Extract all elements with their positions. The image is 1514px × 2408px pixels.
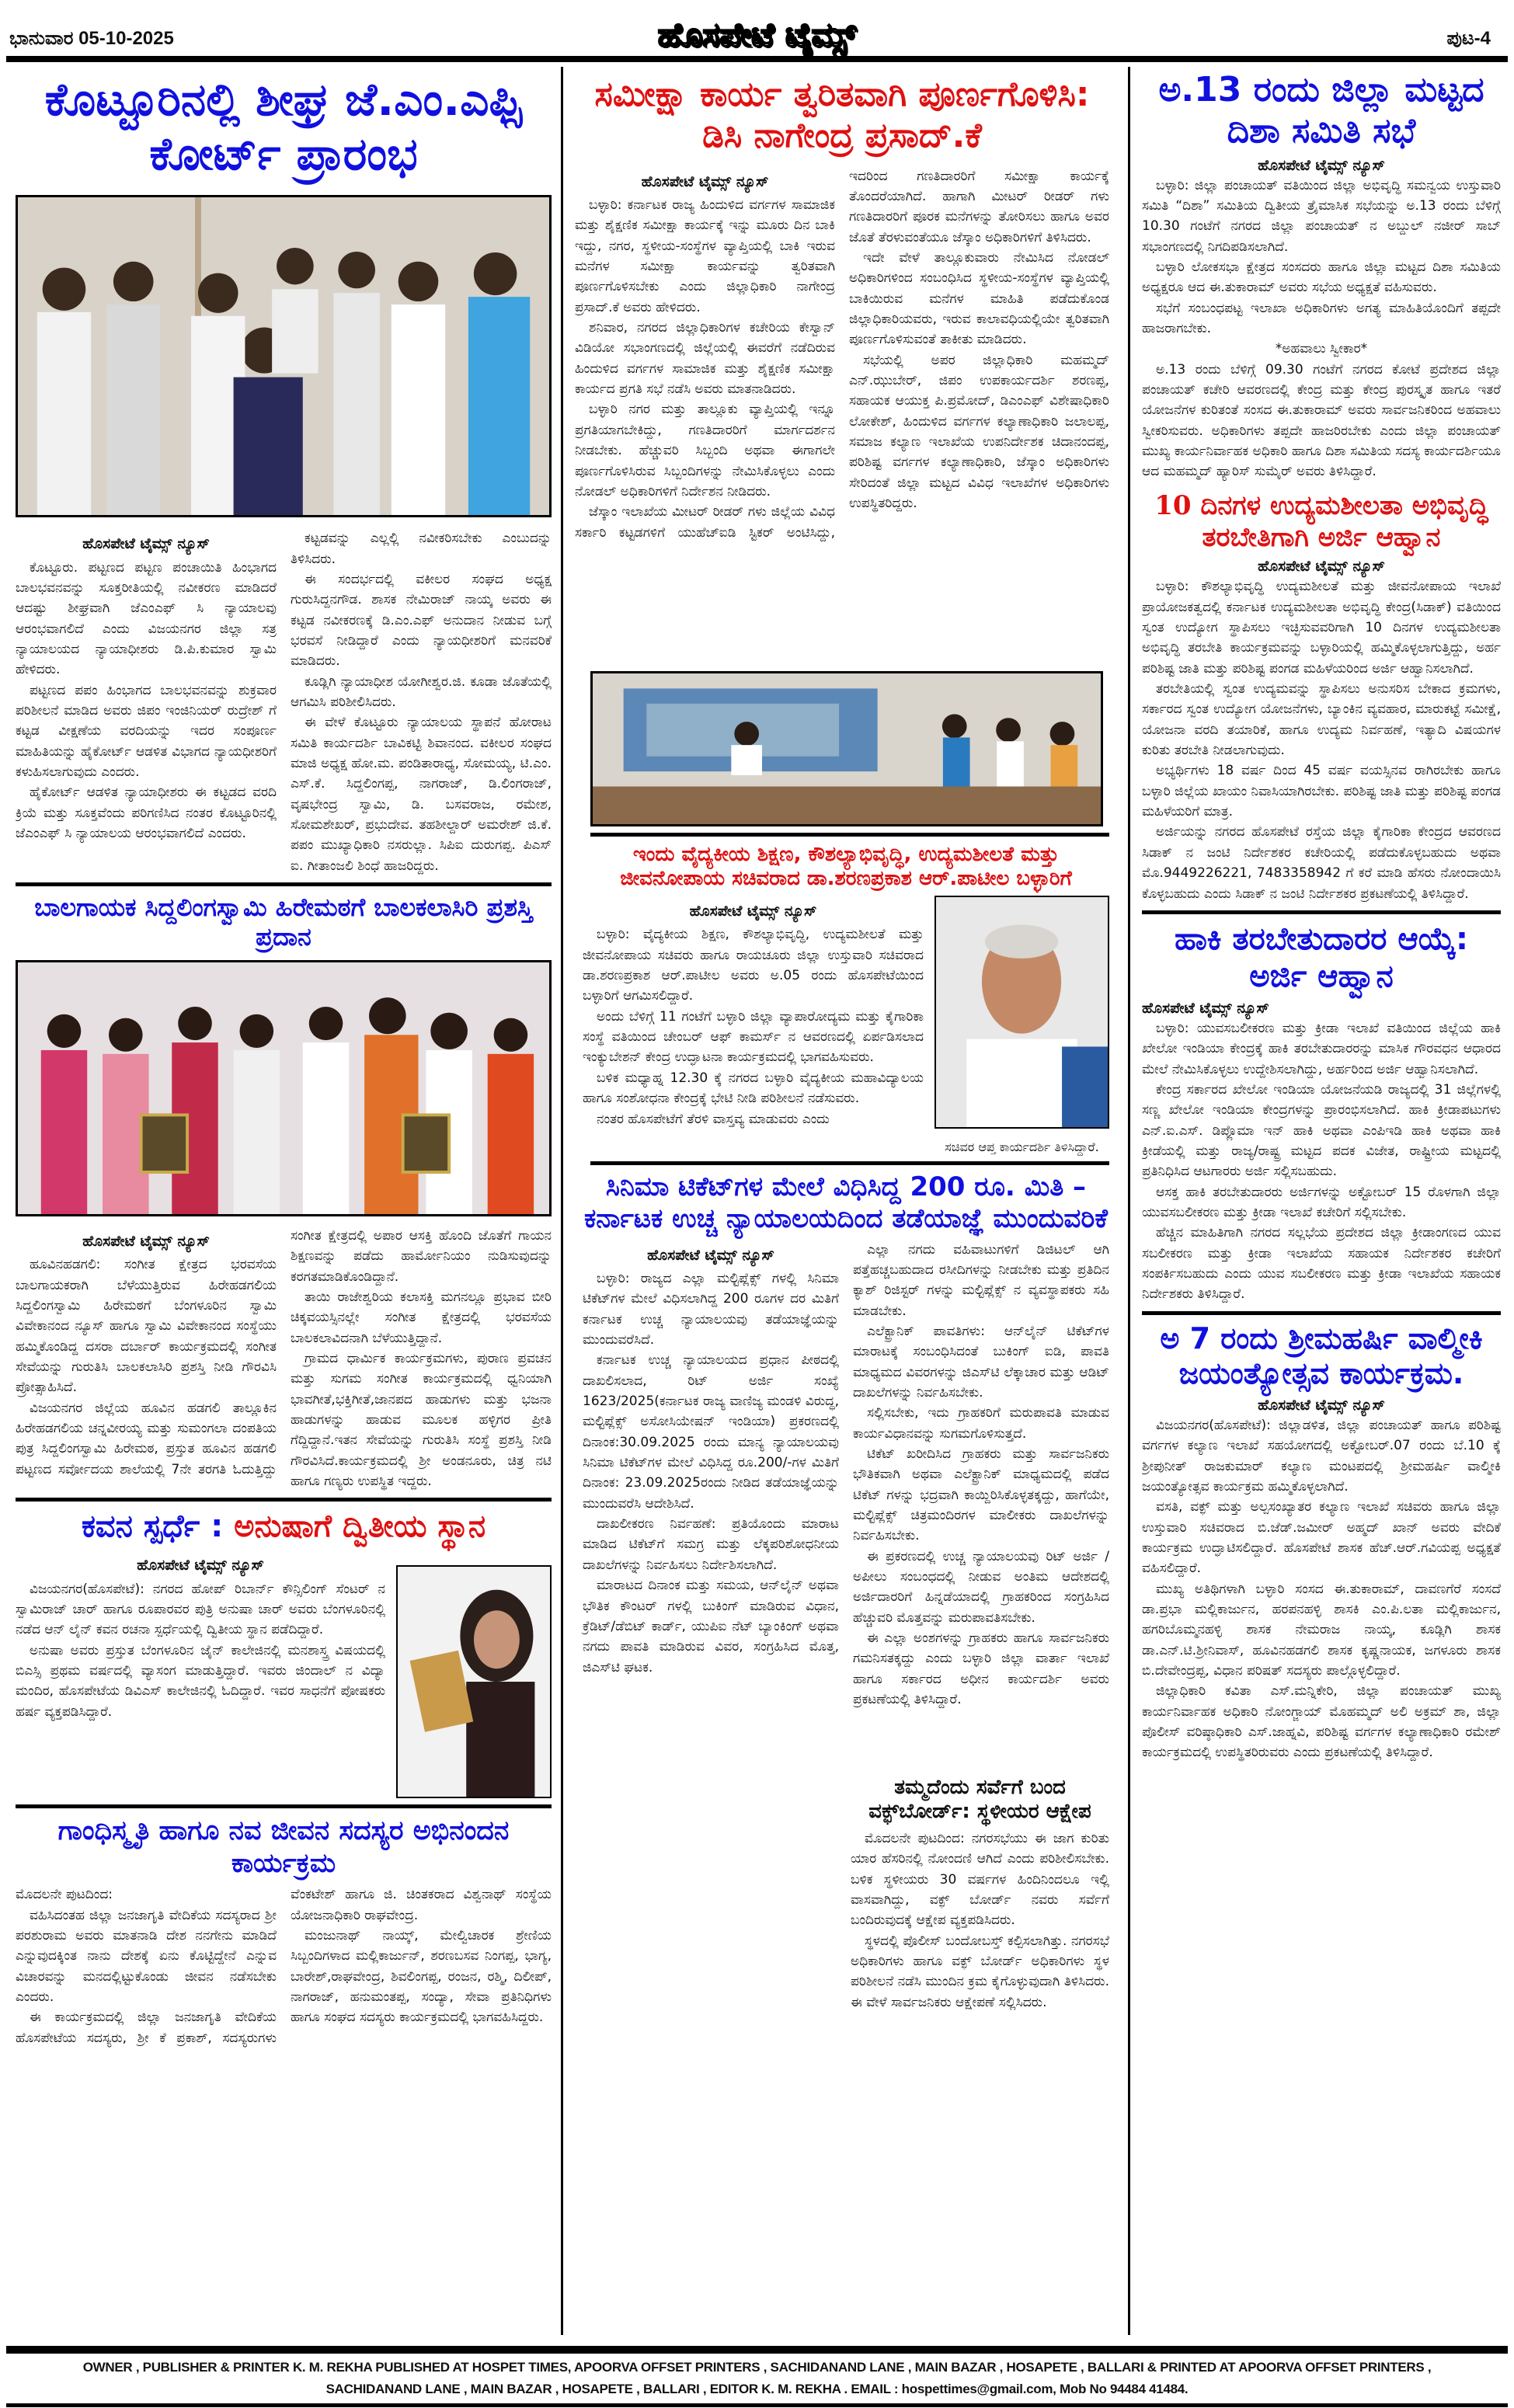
photo-caption: ಸಚಿವರ ಆಪ್ತ ಕಾರ್ಯದರ್ಶಿ ತಿಳಿಸಿದ್ದಾರೆ. <box>945 1139 1099 1154</box>
byline: ಹೊಸಪೇಟೆ ಟೈಮ್ಸ್ ನ್ಯೂಸ್ <box>641 172 769 190</box>
byline: ಹೊಸಪೇಟೆ ಟೈಮ್ಸ್ ನ್ಯೂಸ್ <box>82 535 210 553</box>
headline: ಸಿನಿಮಾ ಟಿಕೆಟ್‌ಗಳ ಮೇಲೆ ವಿಧಿಸಿದ್ದ 200 ರೂ. ಮಿತಿ – ಕರ್ನಾಟಕ ಉಚ್ಚ ನ್ಯಾಯಾಲಯದಿಂದ ತಡೆಯಾಜ್ಞೆ ಮುಂದುವರಿಕೆ <box>583 1171 1108 1234</box>
paragraph: ತರಬೇತಿಯಲ್ಲಿ ಸ್ವಂತ ಉದ್ಯಮವನ್ನು ಸ್ಥಾಪಿಸಲು ಅನುಸರಿಸ ಬೇಕಾದ ಕ್ರಮಗಳು, ಸರ್ಕಾರದ ಸ್ವಂತ ಉದ್ಯೋಗ ಯೋಜನೆಗಳು, ಬ್ಯಾಂಕಿನ ವ್ಯವಹಾರ, ಮಾರುಕಟ್ಟೆ ಸಮೀಕ್ಷೆ, ಯೋಜನಾ ವರದಿ ತಯಾರಿಕೆ, ಹಾಗೂ ಉದ್ಯಮ ನಿರ್ವಹಣೆ, ಇತ್ಯಾದಿ ವಿಷಯಗಳ ಕುರಿತು ತರಬೇತಿ ನೀಡಲಾಗುವುದು. <box>1142 681 1501 759</box>
headline: ತಮ್ಮದೆಂದು ಸರ್ವೆಗೆ ಬಂದ ವಕ್ಫ್‌ಬೋರ್ಡ್: ಸ್ಥಳೀಯರ ಆಕ್ಷೇಪ <box>868 1775 1091 1823</box>
headline: ಗಾಂಧಿಸ್ಮೃತಿ ಹಾಗೂ ನವ ಜೀವನ ಸದಸ್ಯರ ಅಭಿನಂದನ ಕಾರ್ಯಕ್ರಮ <box>57 1815 510 1880</box>
byline: ಹೊಸಪೇಟೆ ಟೈಮ್ಸ್ ನ್ಯೂಸ್ <box>137 1557 264 1575</box>
article-body <box>583 896 924 1155</box>
paragraph: ಬಳ್ಳಾರಿ: ಯುವಸಬಲೀಕರಣ ಮತ್ತು ಕ್ರೀಡಾ ಇಲಾಖೆ ವತಿಯಿಂದ ಜಿಲ್ಲೆಯ ಹಾಕಿ ಖೇಲೋ ಇಂಡಿಯಾ ಕೇಂದ್ರಕ್ಕೆ ಹಾಕಿ ತರಬೇತುದಾರರನ್ನು ಮಾಸಿಕ ಗೌರವಧನ ಆಧಾರದ ಮೇಲೆ ನೇಮಿಸಿಕೊಳ್ಳಲು ಉದ್ದೇಶಿಸಲಾಗಿದ್ದು, ಅರ್ಹರಿಂದ ಅರ್ಜಿ ಆಹ್ವಾನಿಸಲಾಗಿದೆ. <box>1142 1020 1501 1077</box>
paragraph: ಮಂಜುನಾಥ್ ನಾಯ್ಕ್, ಮೇಲ್ವಿಚಾರಕ ಶ್ರೇಣಿಯ ಸಿಬ್ಬಂದಿಗಳಾದ ಮಲ್ಲಿಕಾರ್ಜುನ್, ಶರಣಬಸವ ನಿಂಗಪ್ಪ, ಭಾಗ್ಯ, ಬಾರೇಶ್,ರಾಘವೇಂದ್ರ, ಶಿವಲಿಂಗಪ್ಪ, ರಂಜನ, ರಶ್ಮಿ, ದಿಲೀಪ್, ನಾಗರಾಜ್, ಹನುಮಂತಪ್ಪ, ಸಂದ್ಯಾ, ಸೇವಾ ಪ್ರತಿನಿಧಿಗಳು ಹಾಗೂ ಸಂಘದ ಸದಸ್ಯರು ಕಾರ್ಯಕ್ರಮದಲ್ಲಿ ಭಾಗವಹಿಸಿದ್ದರು. <box>291 1927 552 2026</box>
paragraph: ಮುಖ್ಯ ಅತಿಥಿಗಳಾಗಿ ಬಳ್ಳಾರಿ ಸಂಸದ ಈ.ತುಕಾರಾಮ್, ದಾವಣಗೆರೆ ಸಂಸದೆ ಡಾ.ಪ್ರಭಾ ಮಲ್ಲಿಕಾರ್ಜುನ, ಹರಪನಹಳ್ಳಿ ಶಾಸಕಿ ಎಂ.ಪಿ.ಲತಾ ಮಲ್ಲಿಕಾರ್ಜುನ, ಹಗರಿಬೊಮ್ಮನಹಳ್ಳಿ ಶಾಸಕ ನೇಮರಾಜ ನಾಯ್ಕ, ಕೂಡ್ಲಿಗಿ ಶಾಸಕ ಡಾ.ಎನ್.ಟಿ.ಶ್ರೀನಿವಾಸ್, ಹೂವಿನಹಡಗಲಿ ಶಾಸಕ ಕೃಷ್ಣನಾಯಕ, ಜಗಳೂರು ಶಾಸಕ ಬಿ.ದೇವೇಂದ್ರಪ್ಪ, ವಿಧಾನ ಪರಿಷತ್ ಸದಸ್ಯರು ಪಾಲ್ಗೊಳ್ಳಲಿದ್ದಾರೆ. <box>1142 1581 1501 1679</box>
paragraph: ಈ ಪ್ರಕರಣದಲ್ಲಿ ಉಚ್ಚ ನ್ಯಾಯಾಲಯವು ರಿಟ್ ಅರ್ಜಿ / ಅಪೀಲು ಸಂಬಂಧದಲ್ಲಿ ನೀಡುವ ಅಂತಿಮ ಆದೇಶದಲ್ಲಿ ಅರ್ಜಿದಾರರಿಗೆ ಹಿನ್ನಡೆಯಾದಲ್ಲಿ ಗ್ರಾಹಕರಿಂದ ಸಂಗ್ರಹಿಸಿದ ಹೆಚ್ಚುವರಿ ಮೊತ್ತವನ್ನು ಮರುಪಾವತಿಸಬೇಕು. <box>853 1548 1109 1626</box>
headline: ಹಾಕಿ ತರಬೇತುದಾರರ ಆಯ್ಕೆ: ಅರ್ಜಿ ಆಹ್ವಾನ <box>1174 920 1469 994</box>
section-rule <box>590 833 1109 837</box>
subheading: *ಅಹವಾಲು ಸ್ವೀಕಾರ* <box>1275 341 1368 357</box>
paragraph: ಇದೇ ವೇಳೆ ತಾಲ್ಲೂಕುವಾರು ನೇಮಿಸಿದ ನೋಡಲ್ ಅಧಿಕಾರಿಗಳಿಂದ ಸಂಬಂಧಿಸಿದ ಸ್ಥಳೀಯ-ಸಂಸ್ಥೆಗಳ ವ್ಯಾಪ್ತಿಯಲ್ಲಿ ಬಾಕಿಯಿರುವ ಮನೆಗಳ ಮಾಹಿತಿ ಪಡೆದುಕೊಂಡ ಜಿಲ್ಲಾಧಿಕಾರಿಯವರು, ಇರುವ ಕಾಲಾವಧಿಯಲ್ಲಿಯೇ ತ್ವರಿತವಾಗಿ ಪೂರ್ಣಗೊಳಿಸುವಂತೆ ತಾಕೀತು ಮಾಡಿದರು. <box>849 249 1109 348</box>
column-left <box>16 67 552 2048</box>
paragraph: ಈ ವೇಳೆ ಕೊಟ್ಟೂರು ನ್ಯಾಯಾಲಯ ಸ್ಥಾಪನೆ ಹೋರಾಟ ಸಮಿತಿ ಕಾರ್ಯದರ್ಶಿ ಬಾವಿಕಟ್ಟಿ ಶಿವಾನಂದ. ವಕೀಲರ ಸಂಘದ ಮಾಜಿ ಅಧ್ಯಕ್ಷ ಹೋ.ಮ. ಪಂಡಿತಾರಾಧ್ಯ, ಸೋಮಯ್ಯ, ಟಿ.ಎಂ. ಎಸ್.ಕೆ. ಸಿದ್ದಲಿಂಗಪ್ಪ, ನಾಗರಾಜ್, ಡಿ.ಲಿಂಗರಾಜ್, ವೃಷಭೇಂದ್ರ ಸ್ವಾಮಿ, ಡಿ. ಬಸವರಾಜ, ರಮೇಶ, ಸೋಮಶೇಖರ್, ಪ್ರಭುದೇವ. ತಹಶೀಲ್ದಾರ್ ಅಮರೇಶ್ ಜಿ.ಕೆ. ಪಪಂ ಮುಖ್ಯಾಧಿಕಾರಿ ನಸರುಲ್ಲಾ. ಸಿಪಿಐ ದುರುಗಪ್ಪ. ಪಿಎಸ್ ಐ. ಗೀತಾಂಜಲಿ ಶಿಂಧೆ ಹಾಜರಿದ್ದರು. <box>291 715 552 874</box>
portrait-illustration <box>398 1567 550 1797</box>
paragraph: ಟಿಕೆಟ್ ಖರೀದಿಸಿದ ಗ್ರಾಹಕರು ಮತ್ತು ಸಾರ್ವಜನಿಕರು ಭೌತಿಕವಾಗಿ ಅಥವಾ ಎಲೆಕ್ಟ್ರಾನಿಕ್ ಮಾಧ್ಯಮದಲ್ಲಿ ಪಡೆದ ಟಿಕೆಟ್ ಗಳನ್ನು ಭದ್ರವಾಗಿ ಕಾಯ್ದಿರಿಸಿಕೊಳ್ಳತಕ್ಕದ್ದು, ಹಾಗೆಯೇ, ಮಲ್ಟಿಪ್ಲೆಕ್ಸ್ ಚಿತ್ರಮಂದಿರಗಳ ಮಾಲೀಕರು ದಾಖಲೆಗಳನ್ನು ನಿರ್ವಹಿಸಬೇಕು. <box>853 1446 1109 1544</box>
paragraph: ಕೇಂದ್ರ ಸರ್ಕಾರದ ಖೇಲೋ ಇಂಡಿಯಾ ಯೋಜನೆಯಡಿ ರಾಜ್ಯದಲ್ಲಿ 31 ಜಿಲ್ಲೆಗಳಲ್ಲಿ ಸಣ್ಣ ಖೇಲೋ ಇಂಡಿಯಾ ಕೇಂದ್ರಗಳನ್ನು ಪ್ರಾರಂಭಿಸಲಾಗಿದೆ. ಹಾಕಿ ಕ್ರೀಡಾಪಟುಗಳು ಎನ್.ಐ.ಎಸ್. ಡಿಪ್ಲೊಮಾ ಇನ್ ಹಾಕಿ ಅಥವಾ ಎಂಪಿಇಡಿ ಹಾಕಿ ಅಥವಾ ಹಾಕಿ ಕ್ರೀಡೆಯಲ್ಲಿ ಮತ್ತು ರಾಜ್ಯ/ರಾಷ್ಟ್ರ ಮಟ್ಟದ ಪದಕ ವಿಜೇತ, ರಾಷ್ಟ್ರೀಯ ಮಟ್ಟದಲ್ಲಿ ಪ್ರತಿನಿಧಿಸಿದ ಆಟಗಾರರು ಅರ್ಜಿ ಸಲ್ಲಿಸಬಹುದು. <box>1142 1081 1501 1180</box>
paragraph: ಅ.13 ರಂದು ಬೆಳಿಗ್ಗೆ 09.30 ಗಂಟೆಗೆ ನಗರದ ಕೋಟೆ ಪ್ರದೇಶದ ಜಿಲ್ಲಾ ಪಂಚಾಯತ್ ಕಚೇರಿ ಆವರಣದಲ್ಲಿ ಕೇಂದ್ರ ಮತ್ತು ಕೇಂದ್ರ ಪುರಸ್ಕೃತ ಹಾಗೂ ಇತರೆ ಯೋಜನೆಗಳ ಕುರಿತಂತೆ ಸಂಸದ ಈ.ತುಕಾರಾಮ್ ಅವರು ಸಾರ್ವಜನಿಕರಿಂದ ಅಹವಾಲು ಸ್ವೀಕರಿಸುವರು. ಅಧಿಕಾರಿಗಳು ತಪ್ಪದೇ ಹಾಜರಿರಬೇಕು ಎಂದು ಜಿಲ್ಲಾ ಪಂಚಾಯತ್ ಮುಖ್ಯ ಕಾರ್ಯನಿರ್ವಾಹಕ ಅಧಿಕಾರಿ ಹಾಗೂ ದಿಶಾ ಸಮಿತಿಯ ಸದಸ್ಯ ಕಾರ್ಯದರ್ಶಿಯೂ ಆದ ಮಹಮ್ಮದ್ ಹ್ಯಾರಿಸ್ ಸುಮೈರ್ ಅವರು ತಿಳಿಸಿದ್ದಾರೆ. <box>1142 361 1501 480</box>
headline-part-blue: ಕವನ ಸ್ಪರ್ಧೆ : <box>81 1508 224 1545</box>
article-body <box>16 1550 385 1798</box>
paragraph: ಸ್ಥಳದಲ್ಲಿ ಪೊಲೀಸ್ ಬಂದೋಬಸ್ತ್ ಕಲ್ಪಿಸಲಾಗಿತ್ತು. ನಗರಸಭೆ ಅಧಿಕಾರಿಗಳು ಹಾಗೂ ವಕ್ಫ್ ಬೋರ್ಡ್ ಅಧಿಕಾರಿಗಳು ಸ್ಥಳ ಪರಿಶೀಲನೆ ನಡೆಸಿ ಮುಂದಿನ ಕ್ರಮ ಕೈಗೊಳ್ಳುವುದಾಗಿ ತಿಳಿಸಿದರು. ಈ ವೇಳೆ ಸಾರ್ವಜನಿಕರು ಆಕ್ಷೇಪಣೆ ಸಲ್ಲಿಸಿದರು. <box>851 1933 1109 2010</box>
people-illustration <box>18 197 549 515</box>
minister-portrait <box>935 896 1109 1129</box>
paragraph: ನಂತರ ಹೊಸಪೇಟೆಗೆ ತೆರಳಿ ವಾಸ್ತವ್ಯ ಮಾಡುವರು ಎಂದು <box>597 1111 830 1127</box>
paragraph: ತಾಯಿ ರಾಜೇಶ್ವರಿಯ ಕಲಾಸಕ್ತಿ ಮಗನಲ್ಲೂ ಪ್ರಭಾವ ಬೀರಿ ಚಿಕ್ಕವಯಸ್ಸಿನಲ್ಲೇ ಸಂಗೀತ ಕ್ಷೇತ್ರದಲ್ಲಿ ಭರವಸೆಯ ಬಾಲಕಲಾವಿದನಾಗಿ ಬೆಳೆಯುತ್ತಿದ್ದಾನೆ. <box>291 1289 552 1346</box>
footer-rule <box>6 2403 1508 2407</box>
paragraph: ಸಭೆಯಲ್ಲಿ ಅಪರ ಜಿಲ್ಲಾಧಿಕಾರಿ ಮಹಮ್ಮದ್ ಎನ್.ಝುಬೇರ್, ಜಿಪಂ ಉಪಕಾರ್ಯದರ್ಶಿ ಶರಣಪ್ಪ, ಸಹಾಯಕ ಆಯುಕ್ತ ಪಿ.ಪ್ರಮೋದ್, ಡಿಎಂಎಫ್ ವಿಶೇಷಾಧಿಕಾರಿ ಲೋಕೇಶ್, ಹಿಂದುಳಿದ ವರ್ಗಗಳ ಕಲ್ಯಾಣಾಧಿಕಾರಿ ಜಲಾಲಪ್ಪ, ಸಮಾಜ ಕಲ್ಯಾಣ ಇಲಾಖೆಯ ಉಪನಿರ್ದೇಶಕ ಚಿದಾನಂದಪ್ಪ, ಪರಿಶಿಷ್ಟ ವರ್ಗಗಳ ಕಲ್ಯಾಣಾಧಿಕಾರಿ, ಜೆಸ್ಕಾಂ ಅಧಿಕಾರಿಗಳು ಸೇರಿದಂತೆ ಜಿಲ್ಲಾ ಮಟ್ಟದ ವಿವಿಧ ಇಲಾಖೆಗಳ ಅಧಿಕಾರಿಗಳು ಉಪಸ್ಥಿತರಿದ್ದರು. <box>849 352 1109 512</box>
article-body <box>1142 1415 1501 1763</box>
article-cinema-ticket <box>575 1171 1109 2013</box>
paragraph: ಬಳ್ಳಾರಿ: ಕೌಶಲ್ಯಾಭಿವೃದ್ಧಿ ಉದ್ಯಮಶೀಲತೆ ಮತ್ತು ಜೀವನೋಪಾಯ ಇಲಾಖೆ ಪ್ರಾಯೋಜಕತ್ವದಲ್ಲಿ ಕರ್ನಾಟಕ ಉದ್ಯಮಶೀಲತಾ ಅಭಿವೃದ್ಧಿ ಕೇಂದ್ರ(ಸಿಡಾಕ್) ವತಿಯಿಂದ ಸ್ವಂತ ಉದ್ಯೋಗ ಸ್ಥಾಪಿಸಲು ಇಚ್ಛಿಸುವವರಿಗಾಗಿ 10 ದಿನಗಳ ಉದ್ಯಮಶೀಲತಾ ಅಭಿವೃದ್ಧಿ ತರಬೇತಿ ಕಾರ್ಯಕ್ರಮವನ್ನು ಬಳ್ಳಾರಿಯಲ್ಲಿ ಹಮ್ಮಿಕೊಳ್ಳಲಾಗುತ್ತಿದ್ದು, ಅರ್ಹ ಪರಿಶಿಷ್ಟ ಜಾತಿ ಮತ್ತು ಪರಿಶಿಷ್ಟ ಪಂಗಡ ಮಹಿಳೆಯರಿಂದ ಅರ್ಜಿ ಆಹ್ವಾನಿಸಲಾಗಿದೆ. <box>1142 579 1501 677</box>
article-body <box>1142 176 1501 482</box>
headline: ಅ 7 ರಂದು ಶ್ರೀಮಹರ್ಷಿ ವಾಲ್ಮೀಕಿ ಜಯಂತ್ಯೋತ್ಸವ ಕಾರ್ಯಕ್ರಮ. <box>1160 1321 1483 1391</box>
paragraph: ಬಳ್ಳಾರಿ: ಜಿಲ್ಲಾ ಪಂಚಾಯತ್ ವತಿಯಿಂದ ಜಿಲ್ಲಾ ಅಭಿವೃದ್ಧಿ ಸಮನ್ವಯ ಉಸ್ತುವಾರಿ ಸಮಿತಿ “ದಿಶಾ” ಸಮಿತಿಯ ದ್ವಿತೀಯ ತ್ರೈಮಾಸಿಕ ಸಭೆಯನ್ನು ಅ.13 ರಂದು ಬೆಳಿಗ್ಗೆ 10.30 ಗಂಟೆಗೆ ನಗರದ ಜಿಲ್ಲಾ ಪಂಚಾಯತ್ ನ ಅಬ್ದುಲ್ ನಜೀರ್ ಸಾಬ್ ಸಭಾಂಗಣದಲ್ಲಿ ನಿಗದಿಪಡಿಸಲಾಗಿದೆ. <box>1142 177 1501 255</box>
paragraph: ವಿಜಯನಗರ(ಹೊಸಪೇಟೆ): ನಗರದ ಹೋಪ್ ರಿಬಾರ್ನ್ ಕೌನ್ಸಿಲಿಂಗ್ ಸೆಂಟರ್ ನ ಸ್ವಾಮಿರಾಜ್ ಚಾರ್ ಹಾಗೂ ರೂಪಾರವರ ಪುತ್ರಿ ಅನುಷಾ ಚಾರ್ ಅವರು ಬೆಂಗಳೂರಿನಲ್ಲಿ ನಡೆದ ಆನ್ ಲೈನ್ ಕವನ ರಚನಾ ಸ್ಪರ್ಧೆಯಲ್ಲಿ ದ್ವಿತೀಯ ಸ್ಥಾನ ಪಡೆದಿದ್ದಾರೆ. <box>16 1581 385 1638</box>
headline: ಅ.13 ರಂದು ಜಿಲ್ಲಾ ಮಟ್ಟದ ದಿಶಾ ಸಮಿತಿ ಸಭೆ <box>1158 70 1484 151</box>
headline: ಬಾಲಗಾಯಕ ಸಿದ್ದಲಿಂಗಸ್ವಾಮಿ ಹಿರೇಮಠಗೆ ಬಾಲಕಲಾಸಿರಿ ಪ್ರಶಸ್ತಿ ಪ್ರದಾನ <box>34 893 533 952</box>
imprint-line-2: SACHIDANAND LANE , MAIN BAZAR , HOSAPETE , BALLARI , EDITOR K. M. REKHA . EMAIL : hospettimes@gmail.com, Mob No 94484 41484. <box>325 2382 1189 2396</box>
paragraph: ಬಳ್ಳಾರಿ: ರಾಜ್ಯದ ಎಲ್ಲಾ ಮಲ್ಟಿಪ್ಲೆಕ್ಸ್ ಗಳಲ್ಲಿ ಸಿನಿಮಾ ಟಿಕೆಟ್‌ಗಳ ಮೇಲೆ ವಿಧಿಸಲಾಗಿದ್ದ 200 ರೂಗಳ ದರ ಮಿತಿಗೆ ಕರ್ನಾಟಕ ಉಚ್ಚ ನ್ಯಾಯಾಲಯವು ತಡೆಯಾಜ್ಞೆಯನ್ನು ಮುಂದುವರೆಸಿದೆ. <box>583 1271 839 1348</box>
paragraph: ಗ್ರಾಮದ ಧಾರ್ಮಿಕ ಕಾರ್ಯಕ್ರಮಗಳು, ಪುರಾಣ ಪ್ರವಚನ ಮತ್ತು ಸುಗಮ ಸಂಗೀತ ಕಾರ್ಯಕ್ರಮದಲ್ಲಿ ಧ್ವನಿಯಾಗಿ ಭಾವಗೀತೆ,ಭಕ್ತಿಗೀತೆ,ಜಾನಪದ ಹಾಡುಗಳು ಮತ್ತು ಭಜನಾ ಹಾಡುಗಳನ್ನು ಹಾಡುವ ಮೂಲಕ ಹಳ್ಳಿಗರ ಪ್ರೀತಿ ಗೆದ್ದಿದ್ದಾನೆ.ಇತನ ಸೇವೆಯನ್ನು ಗುರುತಿಸಿ ಸಂಸ್ಥೆ ಪ್ರಶಸ್ತಿ ನೀಡಿ ಗೌರವಿಸಿದೆ.ಕಾರ್ಯಕ್ರಮದಲ್ಲಿ ಶ್ರೀ ಅಂಡನೂರು, ಚಿತ್ರ ನಟಿ ಹಾಗೂ ಗಣ್ಯರು ಉಪಸ್ಥಿತ ಇದ್ದರು. <box>291 1350 552 1489</box>
column-divider <box>561 67 563 2335</box>
group-photo-officials <box>16 195 552 517</box>
article-balakalasiri <box>16 893 552 1491</box>
paragraph: ಶನಿವಾರ, ನಗರದ ಜಿಲ್ಲಾಧಿಕಾರಿಗಳ ಕಚೇರಿಯ ಕೇಸ್ವಾನ್ ವಿಡಿಯೋ ಸಭಾಂಗಣದಲ್ಲಿ ಜಿಲ್ಲೆಯಲ್ಲಿ ಈವರೆಗೆ ನಡೆದಿರುವ ಹಿಂದುಳಿದ ವರ್ಗಗಳ ಸಾಮಾಜಿಕ ಮತ್ತು ಶೈಕ್ಷಣಿಕ ಸಮೀಕ್ಷಾ ಕಾರ್ಯದ ಪ್ರಗತಿ ಸಭೆ ನಡೆಸಿ ಅವರು ಮಾತನಾಡಿದರು. <box>575 320 835 398</box>
headline: ಇಂದು ವೈದ್ಯಕೀಯ ಶಿಕ್ಷಣ, ಕೌಶಲ್ಯಾಭಿವೃದ್ಧಿ, ಉದ್ಯಮಶೀಲತೆ ಮತ್ತು ಜೀವನೋಪಾಯ ಸಚಿವರಾದ ಡಾ.ಶರಣಪ್ರಕಾಶ ಆರ್.ಪಾಟೀಲ ಬಳ್ಳಾರಿಗೆ <box>620 842 1072 890</box>
paragraph: ವಿಜಯನಗರ ಜಿಲ್ಲೆಯ ಹೂವಿನ ಹಡಗಲಿ ತಾಲ್ಲೂಕಿನ ಹಿರೇಹಡಗಲಿಯ ಚನ್ನವೀರಯ್ಯ ಮತ್ತು ಸುಮಂಗಲಾ ದಂಪತಿಯ ಪುತ್ರ ಸಿದ್ದಲಿಂಗಸ್ವಾಮಿ ಹಿರೇಮಠ, ಪ್ರಸ್ತುತ ಹೂವಿನ ಹಡಗಲಿ ಪಟ್ಟಣದ ಸರ್ವೋದಯ ಶಾಲೆಯಲ್ಲಿ 7ನೇ ತರಗತಿ ಓದುತ್ತಿದ್ದು ಸಂಗೀತ ಕ್ಷೇತ್ರದಲ್ಲಿ ಅಪಾರ ಆಸಕ್ತಿ ಹೊಂದಿ ಜೊತೆಗೆ ಗಾಯನ ಶಿಕ್ಷಣವನ್ನು ಪಡೆದು ಹಾರ್ಮೋನಿಯಂ ನುಡಿಸುವುದನ್ನು ಕರಗತಮಾಡಿಕೊಂಡಿದ್ದಾನೆ. <box>16 1227 552 1477</box>
paragraph: ಹೈಕೋರ್ಟ್ ಆಡಳಿತ ನ್ಯಾಯಾಧೀಶರು ಈ ಕಟ್ಟಡದ ವರದಿ ಕ್ರಿಯೆ ಮತ್ತು ಸೂಕ್ತವೆಂದು ಪರಿಗಣಿಸಿದ ನಂತರ ಕೊಟ್ಟೂರಿನಲ್ಲಿ ಜೆಎಂಎಫ್ ಸಿ ನ್ಯಾಯಾಲಯ ಆರಂಭವಾಗಲಿದೆ ಎಂದರು. <box>16 785 277 842</box>
paragraph: ವಸತಿ, ವಕ್ಫ್ ಮತ್ತು ಅಲ್ಪಸಂಖ್ಯಾತರ ಕಲ್ಯಾಣ ಇಲಾಖೆ ಸಚಿವರು ಹಾಗೂ ಜಿಲ್ಲಾ ಉಸ್ತುವಾರಿ ಸಚಿವರಾದ ಬಿ.ಜೆಡ್.ಜಮೀರ್ ಅಹ್ಮದ್ ಖಾನ್ ಅವರು ವೇದಿಕೆ ಕಾರ್ಯಕ್ರಮ ಉದ್ಘಾಟಿಸಲಿದ್ದಾರೆ. ಹೊಸಪೇಟೆ ಶಾಸಕ ಹೆಚ್.ಆರ್.ಗವಿಯಪ್ಪ ಅಧ್ಯಕ್ಷತೆ ವಹಿಸಲಿದ್ದಾರೆ. <box>1142 1499 1501 1577</box>
article-body <box>16 1884 552 2048</box>
headline <box>16 1508 552 1545</box>
paragraph: ಈ ಸಂದರ್ಭದಲ್ಲಿ ವಕೀಲರ ಸಂಘದ ಅಧ್ಯಕ್ಷ ಗುರುಸಿದ್ದನಗೌಡ. ಶಾಸಕ ನೇಮಿರಾಜ್ ನಾಯ್ಕ ಅವರು ಈ ಕಟ್ಟಡ ನವೀಕರಣಕ್ಕೆ ಡಿ.ಎಂ.ಎಫ್ ಅನುದಾನ ನೀಡುವ ಬಗ್ಗೆ ಭರವಸೆ ನೀಡಿದ್ದಾರೆ ಎಂದು ನ್ಯಾಯಧೀಶರಿಗೆ ಮನವರಿಕೆ ಮಾಡಿದರು. <box>291 571 552 670</box>
article-gandhi-smriti <box>16 1815 552 2048</box>
article-valmiki <box>1142 1321 1501 1763</box>
article-body <box>583 1240 1109 1776</box>
paragraph: ಎಲ್ಲಾ ನಗದು ವಹಿವಾಟುಗಳಿಗೆ ಡಿಜಿಟಲ್ ಆಗಿ ಪತ್ತೆಹಚ್ಚಬಹುದಾದ ರಸೀದಿಗಳನ್ನು ನೀಡಬೇಕು ಮತ್ತು ಪ್ರತಿದಿನ ಕ್ಯಾಶ್ ರಿಜಿಸ್ಟರ್ ಗಳನ್ನು ಮಲ್ಟಿಪ್ಲೆಕ್ಸ್ ನ ವ್ಯವಸ್ಥಾಪಕರು ಸಹಿ ಮಾಡಬೇಕು. <box>853 1241 1109 1319</box>
dc-meeting-photo <box>590 671 1103 826</box>
paragraph: ಸಲ್ಲಿಸಬೇಕು, ಇದು ಗ್ರಾಹಕರಿಗೆ ಮರುಪಾವತಿ ಮಾಡುವ ಕಾರ್ಯವಿಧಾನವನ್ನು ಸುಗಮಗೊಳಿಸುತ್ತದೆ. <box>853 1405 1109 1442</box>
portrait-illustration <box>936 897 1108 1127</box>
paragraph: ಅಭ್ಯರ್ಥಿಗಳು 18 ವರ್ಷ ದಿಂದ 45 ವರ್ಷ ವಯಸ್ಸಿನವ ರಾಗಿರಬೇಕು ಹಾಗೂ ಬಳ್ಳಾರಿ ಜಿಲ್ಲೆಯ ಖಾಯಂ ನಿವಾಸಿಯಾಗಿರಬೇಕು. ಪರಿಶಿಷ್ಟ ಜಾತಿ ಮತ್ತು ಪರಿಶಿಷ್ಟ ಪಂಗಡ ಮಹಿಳೆಯರಿಗೆ ಮಾತ್ರ. <box>1142 763 1501 820</box>
paragraph: ಈ ಎಲ್ಲಾ ಅಂಶಗಳನ್ನು ಗ್ರಾಹಕರು ಹಾಗೂ ಸಾರ್ವಜನಿಕರು ಗಮನಿಸತಕ್ಕದ್ದು ಎಂದು ಬಳ್ಳಾರಿ ಜಿಲ್ಲಾ ವಾರ್ತಾ ಇಲಾಖೆ ಹಾಗೂ ಸರ್ಕಾರದ ಅಧೀನ ಕಾರ್ಯದರ್ಶಿ ಅವರು ಪ್ರಕಟಣೆಯಲ್ಲಿ ತಿಳಿಸಿದ್ದಾರೆ. <box>853 1630 1109 1708</box>
section-rule <box>16 882 552 886</box>
byline: ಹೊಸಪೇಟೆ ಟೈಮ್ಸ್ ನ್ಯೂಸ್ <box>689 902 817 920</box>
paragraph: ದಾಖಲೀಕರಣ ನಿರ್ವಹಣೆ: ಪ್ರತಿಯೊಂದು ಮಾರಾಟ ಮಾಡಿದ ಟಿಕೆಟ್‌ಗೆ ಸಮಗ್ರ ಮತ್ತು ಲೆಕ್ಕಪರಿಶೋಧನೀಯ ದಾಖಲೆಗಳನ್ನು ನಿರ್ವಹಿಸಲು ನಿರ್ದೇಶಿಸಲಾಗಿದೆ. <box>583 1516 839 1573</box>
section-rule <box>590 1161 1109 1165</box>
article-body <box>16 1226 552 1491</box>
paragraph: ಜೆಸ್ಕಾಂ ಇಲಾಖೆಯ ಮೀಟರ್ ರೀಡರ್ ಗಳು ಜಿಲ್ಲೆಯ ವಿವಿಧ ಸರ್ಕಾರಿ ಕಟ್ಟಡಗಳಿಗೆ ಯುಹೆಚ್ಐಡಿ ಸ್ಟಿಕರ್ ಅಂಟಿಸಿದ್ದು, ಇದರಿಂದ ಗಣತಿದಾರರಿಗೆ ಸಮೀಕ್ಷಾ ಕಾರ್ಯಕ್ಕೆ ತೊಂದರೆಯಾಗಿದೆ. ಹಾಗಾಗಿ ಮೀಟರ್ ರೀಡರ್ ಗಳು ಗಣತಿದಾರರಿಗೆ ಪೂರಕ ಮನೆಗಳನ್ನು ತೋರಿಸಲು ಹಾಗೂ ಅವರ ಜೊತೆ ತೆರಳುವಂತೆಯೂ ಜೆಸ್ಕಾಂ ಅಧಿಕಾರಿಗಳಿಗೆ ತಿಳಿಸಿದರು. <box>575 168 1109 541</box>
paragraph: ವಹಿಸಿದಂತಹ ಜಿಲ್ಲಾ ಜನಜಾಗೃತಿ ವೇದಿಕೆಯ ಸದಸ್ಯರಾದ ಶ್ರೀ ಪರಶುರಾಮ ಅವರು ಮಾತನಾಡಿ ದೇಶ ನನಗೇನು ಮಾಡಿದೆ ಎನ್ನುವುದಕ್ಕಿಂತ ನಾನು ದೇಶಕ್ಕೆ ಏನು ಕೊಟ್ಟಿದ್ದೇನೆ ಎನ್ನುವ ವಿಚಾರವನ್ನು ಮನದಲ್ಲಿಟ್ಟುಕೊಂಡು ಜೀವನ ನಡೆಸಬೇಕು ಎಂದರು. <box>16 1907 277 2005</box>
article-survey <box>575 75 1109 826</box>
paragraph: ಅಂದು ಬೆಳಿಗ್ಗೆ 11 ಗಂಟೆಗೆ ಬಳ್ಳಾರಿ ಜಿಲ್ಲಾ ವ್ಯಾಪಾರೋದ್ಯಮ ಮತ್ತು ಕೈಗಾರಿಕಾ ಸಂಸ್ಥೆ ವತಿಯಿಂದ ಚೇಂಬರ್ ಆಫ್ ಕಾಮರ್ಸ್ ನ ಆವರಣದಲ್ಲಿ ಏರ್ಪಡಿಸಲಾದ ಇಂಕ್ಯುಬೇಶನ್ ಕೇಂದ್ರ ಉದ್ಘಾಟನಾ ಕಾರ್ಯಕ್ರಮದಲ್ಲಿ ಭಾಗವಹಿಸುವರು. <box>583 1008 924 1066</box>
paragraph: ಅರ್ಜಿಯನ್ನು ನಗರದ ಹೊಸಪೇಟೆ ರಸ್ತೆಯ ಜಿಲ್ಲಾ ಕೈಗಾರಿಕಾ ಕೇಂದ್ರದ ಆವರಣದ ಸಿಡಾಕ್ ನ ಜಂಟಿ ನಿರ್ದೇಶಕರ ಕಚೇರಿಯಲ್ಲಿ ಪಡೆದುಕೊಳ್ಳಬಹುದು ಅಥವಾ ಮೊ.9449226221, 7483358942 ಗೆ ಕರೆ ಮಾಡಿ ಹೆಸರು ನೋಂದಾಯಿಸಿ ಕೊಳ್ಳಬಹುದು ಎಂದು ಸಿಡಾಕ್ ನ ಜಂಟಿ ನಿರ್ದೇಶಕರ ಪ್ರಕಟಣೆಯಲ್ಲಿ ತಿಳಿಸಿದ್ದಾರೆ. <box>1142 824 1501 902</box>
section-rule <box>1142 910 1501 914</box>
newspaper-title: ಹೊಸಪೇಟೆ ಟೈಮ್ಸ್ <box>657 16 857 54</box>
paragraph: ಮಾರಾಟದ ದಿನಾಂಕ ಮತ್ತು ಸಮಯ, ಆನ್‌ಲೈನ್ ಅಥವಾ ಭೌತಿಕ ಕೌಂಟರ್ ಗಳಲ್ಲಿ ಬುಕಿಂಗ್ ಮಾಡಿರುವ ವಿಧಾನ, ಕ್ರೆಡಿಟ್/ಡೆಬಿಟ್ ಕಾರ್ಡ್, ಯುಪಿಐ ನೆಟ್ ಬ್ಯಾಂಕಿಂಗ್ ಅಥವಾ ನಗದು ಪಾವತಿ ಮಾಡಿರುವ ವಿವರ, ಸಂಗ್ರಹಿಸಿದ ಮೊತ್ತ, ಜಿಎಸ್‌ಟಿ ಘಟಕ. <box>583 1578 839 1676</box>
paragraph: ಈ ಕಾರ್ಯಕ್ರಮದಲ್ಲಿ ಜಿಲ್ಲಾ ಜನಜಾಗೃತಿ ವೇದಿಕೆಯ ಹೊಸಪೇಟೆಯ ಸದಸ್ಯರು, ಶ್ರೀ ಕೆ ಪ್ರಕಾಶ್, ಸದಸ್ಯರುಗಳು ವೆಂಕಟೇಶ್ ಹಾಗೂ ಜಿ. ಚಿಂತಕರಾದ ವಿಶ್ವನಾಥ್ ಸಂಸ್ಥೆಯ ಯೋಜನಾಧಿಕಾರಿ ರಾಘವೇಂದ್ರ. <box>16 1887 552 2046</box>
award-ceremony-photo <box>16 960 552 1216</box>
article-kavana <box>16 1508 552 1798</box>
footer-rule <box>6 2346 1508 2354</box>
paragraph: ಕೊಟ್ಟೂರು. ಪಟ್ಟಣದ ಪಟ್ಟಣ ಪಂಚಾಯಿತಿ ಹಿಂಭಾಗದ ಬಾಲಭವನವನ್ನು ಸೂಕ್ತರೀತಿಯಲ್ಲಿ ನವೀಕರಣ ಮಾಡಿದರೆ ಆದಷ್ಟು ಶೀಘ್ರವಾಗಿ ಜೆಎಂಎಫ್ ಸಿ ನ್ಯಾಯಾಲವು ಆರಂಭವಾಗಲಿದೆ ಎಂದು ವಿಜಯನಗರ ಜಿಲ್ಲಾ ಸತ್ರ ನ್ಯಾಯಾಲಯದ ನ್ಯಾಯಾಧೀಶರು ಡಿ.ಪಿ.ಕುಮಾರ ಸ್ವಾಮಿ ಹೇಳಿದರು. <box>16 559 277 678</box>
byline: ಹೊಸಪೇಟೆ ಟೈಮ್ಸ್ ನ್ಯೂಸ್ <box>1258 558 1385 576</box>
section-rule <box>16 1498 552 1502</box>
paragraph: ಬಳ್ಳಾರಿ ಲೋಕಸಭಾ ಕ್ಷೇತ್ರದ ಸಂಸದರು ಹಾಗೂ ಜಿಲ್ಲಾ ಮಟ್ಟದ ದಿಶಾ ಸಮಿತಿಯ ಅಧ್ಯಕ್ಷರೂ ಆದ ಈ.ತುಕಾರಾಮ್ ಅವರು ಸಭೆಯ ಅಧ್ಯಕ್ಷತೆ ವಹಿಸುವರು. <box>1142 259 1501 296</box>
ceremony-illustration <box>18 962 549 1214</box>
article-body <box>1142 576 1501 904</box>
paragraph: ಹೂವಿನಹಡಗಲಿ: ಸಂಗೀತ ಕ್ಷೇತ್ರದ ಭರವಸೆಯ ಬಾಲಗಾಯಕರಾಗಿ ಬೆಳೆಯುತ್ತಿರುವ ಹಿರೇಹಡಗಲಿಯ ಸಿದ್ದಲಿಂಗಸ್ವಾಮಿ ಹಿರೇಮಠಗೆ ಬೆಂಗಳೂರಿನ ಸ್ವಾಮಿ ವಿವೇಕಾನಂದ ನ್ಯೂಸ್ ಹಾಗೂ ಸ್ವಾಮಿ ವಿವೇಕಾನಂದ ಸಂಸ್ಥೆಯು ಹಮ್ಮಿಕೊಂಡಿದ್ದ ದಸರಾ ದರ್ಬಾರ್ ಕಾರ್ಯಕ್ರಮದಲ್ಲಿ ಸಂಗೀತ ಸೇವೆಯನ್ನು ಗುರುತಿಸಿ ಬಾಲಕಲಾಸಿರಿ ಪ್ರಶಸ್ತಿ ನೀಡಿ ಗೌರವಿಸಿ ಪ್ರೋತ್ಸಾಹಿಸಿದೆ. <box>16 1257 277 1396</box>
masthead <box>0 0 1514 61</box>
byline: ಹೊಸಪೇಟೆ ಟೈಮ್ಸ್ ನ್ಯೂಸ್ <box>1258 1396 1385 1414</box>
headline: ಕೊಟ್ಟೂರಿನಲ್ಲಿ ಶೀಘ್ರ ಜೆ.ಎಂ.ಎಫ್ಸಿ ಕೋರ್ಟ್ ಪ್ರಾರಂಭ <box>44 73 523 180</box>
paragraph: ಸಭೆಗೆ ಸಂಬಂಧಪಟ್ಟ ಇಲಾಖಾ ಅಧಿಕಾರಿಗಳು ಅಗತ್ಯ ಮಾಹಿತಿಯೊಂದಿಗೆ ತಪ್ಪದೇ ಹಾಜರಾಗಬೇಕು. <box>1142 300 1501 336</box>
article-body <box>851 1829 1109 2013</box>
issue-date: ಭಾನುವಾರ 05-10-2025 <box>9 28 174 49</box>
paragraph: ಅನುಷಾ ಅವರು ಪ್ರಸ್ತುತ ಬೆಂಗಳೂರಿನ ಜೈನ್ ಕಾಲೇಜಿನಲ್ಲಿ ಮನಶಾಸ್ತ್ರ ವಿಷಯದಲ್ಲಿ ಬಿಎಸ್ಸಿ ಪ್ರಥಮ ವರ್ಷದಲ್ಲಿ ವ್ಯಾಸಂಗ ಮಾಡುತ್ತಿದ್ದಾರೆ. ಇವರು ಜಿಂದಾಲ್ ನ ವಿದ್ಯಾ ಮಂದಿರ, ಹೊಸಪೇಟೆಯ ಡಿವಿಎಸ್ ಕಾಲೇಜಿನಲ್ಲಿ ಓದಿದ್ದಾರೆ. ಇವರ ಸಾಧನೆಗೆ ಪೋಷಕರು ಹರ್ಷ ವ್ಯಕ್ತಪಡಿಸಿದ್ದಾರೆ. <box>16 1642 385 1720</box>
headline: ಸಮೀಕ್ಷಾ ಕಾರ್ಯ ತ್ವರಿತವಾಗಿ ಪೂರ್ಣಗೊಳಿಸಿ: ಡಿಸಿ ನಾಗೇಂದ್ರ ಪ್ರಸಾದ್.ಕೆ <box>594 75 1090 155</box>
paragraph: ಕೂಡ್ಲಿಗಿ ನ್ಯಾಯಾಧೀಶ ಯೋಗೀಶ್ವರ.ಜಿ. ಕೂಡಾ ಜೊತೆಯಲ್ಲಿ ಆಗಮಿಸಿ ಪರಿಶೀಲಿಸಿದರು. <box>291 673 552 710</box>
imprint-line-1: OWNER , PUBLISHER & PRINTER K. M. REKHA PUBLISHED AT HOSPET TIMES, APOORVA OFFSET PRINTERS , SACHIDANAND LANE , MAIN BAZAR , HOSAPETE , BALLARI & PRINTED AT APOORVA OFFSET PRINTERS , <box>82 2360 1432 2375</box>
column-middle <box>575 67 1109 2013</box>
article-body <box>16 528 552 876</box>
continued-label: ಮೊದಲನೇ ಪುಟದಿಂದ: <box>16 1887 113 1903</box>
byline: ಹೊಸಪೇಟೆ ಟೈಮ್ಸ್ ನ್ಯೂಸ್ <box>647 1246 774 1264</box>
paragraph: ಹೆಚ್ಚಿನ ಮಾಹಿತಿಗಾಗಿ ನಗರದ ಸಲ್ಲಭೆಯ ಪ್ರದೇಶದ ಜಿಲ್ಲಾ ಕ್ರೀಡಾಂಗಣದ ಯುವ ಸಬಲೀಕರಣ ಮತ್ತು ಕ್ರೀಡಾ ಇಲಾಖೆಯ ಸಹಾಯಕ ನಿರ್ದೇಶಕರ ಕಚೇರಿಗೆ ಸಂಪರ್ಕಿಸಬಹುದು ಎಂದು ಯುವ ಸಬಲೀಕರಣ ಮತ್ತು ಕ್ರೀಡಾ ಇಲಾಖೆಯ ಸಹಾಯಕ ನಿರ್ದೇಶಕರು ತಿಳಿಸಿದ್ದಾರೆ. <box>1142 1225 1501 1303</box>
paragraph: ಕಟ್ಟಡವನ್ನು ಎಲ್ಲಲ್ಲಿ ನವೀಕರಿಸಬೇಕು ಎಂಬುದನ್ನು ತಿಳಿಸಿದರು. <box>291 531 552 567</box>
article-waqf <box>851 1776 1109 2013</box>
imprint-footer <box>6 2346 1508 2408</box>
headline-part-red: ಅನುಷಾಗೆ ದ್ವಿತೀಯ ಸ್ಥಾನ <box>234 1508 486 1545</box>
meeting-illustration <box>593 673 1101 824</box>
masthead-rule <box>6 56 1508 62</box>
paragraph: ಕರ್ನಾಟಕ ಉಚ್ಚ ನ್ಯಾಯಾಲಯದ ಪ್ರಧಾನ ಪೀಠದಲ್ಲಿ ದಾಖಲಿಸಲಾದ, ರಿಟ್ ಅರ್ಜಿ ಸಂಖ್ಯೆ 1623/2025(ಕರ್ನಾಟಕ ರಾಜ್ಯ ವಾಣಿಜ್ಯ ಮಂಡಳಿ ವಿರುದ್ಧ, ಮಲ್ಟಿಪ್ಲೆಕ್ಸ್ ಅಸೋಸಿಯೇಷನ್ ಇಂಡಿಯಾ) ಪ್ರಕರಣದಲ್ಲಿ ದಿನಾಂಕ:30.09.2025 ರಂದು ಮಾನ್ಯ ನ್ಯಾಯಾಲಯವು ಸಿನಿಮಾ ಟಿಕೆಟ್‌ಗಳ ಮೇಲೆ ವಿಧಿಸಿದ್ದ ರೂ.200/-ಗಳ ಮಿತಿಗೆ ದಿನಾಂಕ: 23.09.2025ರಂದು ನೀಡಿದ ತಡೆಯಾಜ್ಞೆಯನ್ನು ಮುಂದುವರೆಸಿ ಆದೇಶಿಸಿದೆ. <box>583 1352 839 1512</box>
article-hockey <box>1142 920 1501 1305</box>
girl-holding-certificate-photo <box>396 1565 552 1798</box>
article-jmfc-court <box>16 73 552 876</box>
paragraph: ಪಟ್ಟಣದ ಪಪಂ ಹಿಂಭಾಗದ ಬಾಲಭವನವನ್ನು ಶುಕ್ರವಾರ ಪರಿಶೀಲನೆ ಮಾಡಿದ ಅವರು ಜಿಪಂ ಇಂಜಿನಿಯರ್ ರುದ್ರೇಶ್ ಗೆ ಕಟ್ಟಡ ವೀಕ್ಷಣೆಯ ವರದಿಯನ್ನು ಇದರ ಸಂಪೂರ್ಣ ಮಾಹಿತಿಯನ್ನು ಹೈಕೋರ್ಟ್ ಆಡಳಿತ ವಿಭಾಗದ ನ್ಯಾಯಧೀಶರಿಗೆ ಕಳುಹಿಸಲಾಗುವುದು ಎಂದರು. <box>16 682 277 781</box>
byline: ಹೊಸಪೇಟೆ ಟೈಮ್ಸ್ ನ್ಯೂಸ್ <box>1142 999 1269 1017</box>
article-body <box>1142 1018 1501 1305</box>
paragraph: ಜಿಲ್ಲಾಧಿಕಾರಿ ಕವಿತಾ ಎಸ್.ಮನ್ನಿಕೇರಿ, ಜಿಲ್ಲಾ ಪಂಚಾಯತ್ ಮುಖ್ಯ ಕಾರ್ಯನಿರ್ವಾಹಕ ಅಧಿಕಾರಿ ನೋಂಗ್ಜಾಯ್ ಮೊಹಮ್ಮದ್ ಅಲಿ ಅಕ್ರಮ್ ಶಾ, ಜಿಲ್ಲಾ ಪೊಲೀಸ್ ವರಿಷ್ಠಾಧಿಕಾರಿ ಎಸ್.ಜಾಹ್ನವಿ, ಪರಿಶಿಷ್ಟ ವರ್ಗಗಳ ಕಲ್ಯಾಣಾಧಿಕಾರಿ ರಮೇಶ್ ಕಾರ್ಯಕ್ರಮದಲ್ಲಿ ಉಪಸ್ಥಿತರಿರುವರು ಎಂದು ಪ್ರಕಟಣೆಯಲ್ಲಿ ತಿಳಿಸಿದ್ದಾರೆ. <box>1142 1683 1501 1761</box>
article-entrepreneur-training <box>1142 490 1501 904</box>
page-number: ಪುಟ-4 <box>1446 28 1491 49</box>
column-divider <box>1128 67 1130 2335</box>
paragraph: ಬಳ್ಳಾರಿ: ವೈದ್ಯಕೀಯ ಶಿಕ್ಷಣ, ಕೌಶಲ್ಯಾಭಿವೃದ್ಧಿ, ಉದ್ಯಮಶೀಲತೆ ಮತ್ತು ಜೀವನೋಪಾಯ ಸಚಿವರು ಹಾಗೂ ರಾಯಚೂರು ಜಿಲ್ಲಾ ಉಸ್ತುವಾರಿ ಸಚಿವರಾದ ಡಾ.ಶರಣಪ್ರಕಾಶ ಆರ್.ಪಾಟೀಲ ಅವರು ಅ.05 ರಂದು ಹೊಸಪೇಟೆಯಿಂದ ಬಳ್ಳಾರಿಗೆ ಆಗಮಿಸಲಿದ್ದಾರೆ. <box>583 927 924 1004</box>
headline: 10 ದಿನಗಳ ಉದ್ಯಮಶೀಲತಾ ಅಭಿವೃದ್ಧಿ ತರಬೇತಿಗಾಗಿ ಅರ್ಜಿ ಆಹ್ವಾನ <box>1154 489 1488 553</box>
byline: ಹೊಸಪೇಟೆ ಟೈಮ್ಸ್ ನ್ಯೂಸ್ <box>82 1232 210 1250</box>
article-disha <box>1142 70 1501 482</box>
paragraph: ಬಳ್ಳಾರಿ ನಗರ ಮತ್ತು ತಾಲ್ಲೂಕು ವ್ಯಾಪ್ತಿಯಲ್ಲಿ ಇನ್ನೂ ಪ್ರಗತಿಯಾಗಬೇಕಿದ್ದು, ಗಣತಿದಾರರಿಗೆ ಮಾರ್ಗದರ್ಶನ ನೀಡಬೇಕು. ಹೆಚ್ಚುವರಿ ಸಿಬ್ಬಂದಿ ಅಥವಾ ಈಗಾಗಲೇ ಪೂರ್ಣಗೊಳಿಸಿರುವ ಸಿಬ್ಬಂದಿಗಳನ್ನು ನೇಮಿಸಿಕೊಳ್ಳಲು ಎಂದು ನೋಡಲ್ ಅಧಿಕಾರಿಗಳಿಗೆ ನಿರ್ದೇಶನ ನೀಡಿದರು. <box>575 402 835 499</box>
column-right <box>1142 67 1501 1763</box>
article-body <box>575 166 1109 663</box>
section-rule <box>1142 1311 1501 1315</box>
article-minister-visit <box>575 843 1109 1155</box>
paragraph: ಆಸಕ್ತ ಹಾಕಿ ತರಬೇತುದಾರರು ಅರ್ಜಿಗಳನ್ನು ಅಕ್ಟೋಬರ್ 15 ರೊಳಗಾಗಿ ಜಿಲ್ಲಾ ಯುವಸಬಲೀಕರಣ ಮತ್ತು ಕ್ರೀಡಾ ಇಲಾಖೆ ಕಚೇರಿಗೆ ಸಲ್ಲಿಸಬೇಕು. <box>1142 1184 1501 1220</box>
section-rule <box>16 1804 552 1808</box>
paragraph: ಬಳಿಕ ಮಧ್ಯಾಹ್ನ 12.30 ಕ್ಕೆ ನಗರದ ಬಳ್ಳಾರಿ ವೈದ್ಯಕೀಯ ಮಹಾವಿದ್ಯಾಲಯ ಹಾಗೂ ಸಂಶೋಧನಾ ಕೇಂದ್ರಕ್ಕೆ ಭೇಟಿ ನೀಡಿ ಪರಿಶೀಲನೆ ನಡೆಸುವರು. <box>583 1070 924 1107</box>
paragraph: ವಿಜಯನಗರ(ಹೊಸಪೇಟೆ): ಜಿಲ್ಲಾಡಳಿತ, ಜಿಲ್ಲಾ ಪಂಚಾಯತ್ ಹಾಗೂ ಪರಿಶಿಷ್ಟ ವರ್ಗಗಳ ಕಲ್ಯಾಣ ಇಲಾಖೆ ಸಹಯೋಗದಲ್ಲಿ ಅಕ್ಟೋಬರ್.07 ರಂದು ಬೆ.10 ಕ್ಕೆ ಶ್ರೀಪುನೀತ್ ರಾಜಕುಮಾರ್ ಕಲ್ಯಾಣ ಮಂಟಪದಲ್ಲಿ ಶ್ರೀಮಹರ್ಷಿ ವಾಲ್ಮೀಕಿ ಜಯಂತ್ಯೋತ್ಸವ ಕಾರ್ಯಕ್ರಮ ಹಮ್ಮಿಕೊಳ್ಳಲಾಗಿದೆ. <box>1142 1417 1501 1495</box>
paragraph: ಮೊದಲನೇ ಪುಟದಿಂದ: ನಗರಸಭೆಯು ಈ ಜಾಗ ಕುರಿತು ಯಾರ ಹೆಸರಿನಲ್ಲಿ ನೋಂದಣಿ ಆಗಿದೆ ಎಂದು ಪರಿಶೀಲಿಸಬೇಕು. ಬಳಿಕ ಸ್ಥಳೀಯರು 30 ವರ್ಷಗಳ ಹಿಂದಿನಿಂದಲೂ ಇಲ್ಲಿ ವಾಸವಾಗಿದ್ದು, ವಕ್ಫ್ ಬೋರ್ಡ್ ನವರು ಸರ್ವೆಗೆ ಬಂದಿರುವುದಕ್ಕೆ ಆಕ್ಷೇಪ ವ್ಯಕ್ತಪಡಿಸಿದರು. <box>851 1830 1109 1929</box>
paragraph: ಬಳ್ಳಾರಿ: ಕರ್ನಾಟಕ ರಾಜ್ಯ ಹಿಂದುಳಿದ ವರ್ಗಗಳ ಸಾಮಾಜಿಕ ಮತ್ತು ಶೈಕ್ಷಣಿಕ ಸಮೀಕ್ಷಾ ಕಾರ್ಯಕ್ಕೆ ಇನ್ನು ಮೂರು ದಿನ ಬಾಕಿ ಇದ್ದು, ನಗರ, ಸ್ಥಳೀಯ-ಸಂಸ್ಥೆಗಳ ವ್ಯಾಪ್ತಿಯಲ್ಲಿ ಬಾಕಿ ಇರುವ ಮನೆಗಳ ಸಮೀಕ್ಷಾ ಕಾರ್ಯವನ್ನು ತ್ವರಿತವಾಗಿ ಪೂರ್ಣಗೊಳಿಸಬೇಕು ಎಂದು ಜಿಲ್ಲಾಧಿಕಾರಿ ನಾಗೇಂದ್ರ ಪ್ರಸಾದ್.ಕೆ ಅವರು ಹೇಳಿದರು. <box>575 197 835 315</box>
paragraph: ಎಲೆಕ್ಟ್ರಾನಿಕ್ ಪಾವತಿಗಳು: ಆನ್‌ಲೈನ್ ಟಿಕೆಟ್‌ಗಳ ಮಾರಾಟಕ್ಕೆ ಸಂಬಂಧಿಸಿದಂತೆ ಬುಕಿಂಗ್ ಐಡಿ, ಪಾವತಿ ಮಾಧ್ಯಮದ ವಿವರಗಳನ್ನು ಜಿಎಸ್‌ಟಿ ಲೆಕ್ಕಾಚಾರ ಮತ್ತು ಆಡಿಟ್ ದಾಖಲೆಗಳನ್ನು ನಿರ್ವಹಿಸಬೇಕು. <box>853 1323 1109 1401</box>
byline: ಹೊಸಪೇಟೆ ಟೈಮ್ಸ್ ನ್ಯೂಸ್ <box>1258 156 1385 174</box>
